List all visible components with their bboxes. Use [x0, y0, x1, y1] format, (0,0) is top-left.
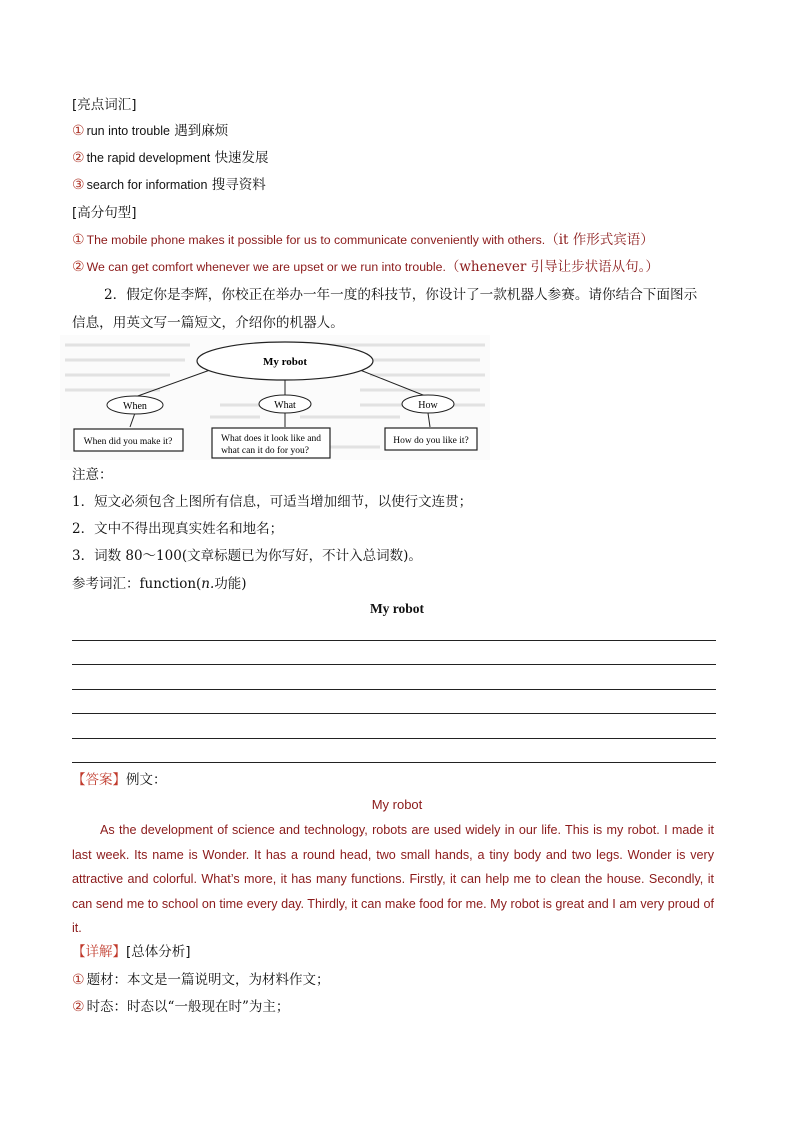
reference-vocab	[72, 575, 247, 593]
task-line-1: 2．假定你是李辉，你校正在举办一年一度的科技节，你设计了一款机器人参赛。请你结合下面图示	[104, 287, 698, 303]
notes-heading: 注意：	[72, 467, 113, 483]
detail-text: 时态：时态以“一般现在时”为主；	[86, 999, 290, 1015]
reference-prefix: 参考词汇：function(	[72, 576, 202, 592]
detail-item	[72, 971, 330, 989]
vocab-zh: 搜寻资料	[211, 177, 266, 193]
detail-header	[72, 943, 191, 961]
writing-line	[72, 689, 716, 690]
circled-1-icon: ①	[72, 232, 85, 248]
box-what-label-1: What does it look like and	[221, 434, 321, 444]
detail-suffix: [总体分析]	[126, 944, 191, 960]
task-line-2: 信息，用英文写一篇短文，介绍你的机器人。	[72, 315, 344, 331]
sentences-heading: [高分句型]	[72, 205, 137, 221]
note-item: 2．文中不得出现真实姓名和地名；	[72, 521, 284, 537]
circled-1-icon: ①	[72, 123, 85, 139]
sentence-text: We can get comfort whenever we are upset or we run into trouble.	[86, 260, 446, 274]
answer-body: As the development of science and technology, robots are used widely in our life. This is my robot. I made it last week. Its name is Wonder. It has a round head, two small hands, a tiny body and two legs. Wonder is very attractive and colorful. What’s more, it has many functions. Firstly, it can help me to clean the house. Secondly, it can send me to school on time every day. Thirdly, it can make food for me. My robot is great and I am very proud of it.	[72, 823, 714, 935]
sentence-text: The mobile phone makes it possible for us to communicate conveniently with others.	[86, 233, 546, 247]
sentence-note: （whenever 引导让步状语从句。）	[445, 259, 659, 275]
vocab-zh: 遇到麻烦	[174, 123, 229, 139]
node-what-label: What	[274, 400, 296, 411]
vocab-en: the rapid development	[86, 151, 211, 165]
node-how-label: How	[418, 400, 438, 411]
writing-line	[72, 664, 716, 665]
essay-title: My robot	[369, 601, 425, 616]
writing-line	[72, 713, 716, 714]
reference-suffix: 功能)	[214, 576, 247, 592]
writing-line	[72, 762, 716, 763]
detail-item	[72, 998, 289, 1016]
answer-suffix: 例文：	[126, 772, 167, 788]
vocab-en: run into trouble	[86, 124, 170, 138]
vocab-item	[72, 122, 228, 140]
vocab-item	[72, 176, 266, 194]
sentence-item	[72, 258, 659, 276]
note-item: 3．词数 80～100(文章标题已为你写好，不计入总词数)。	[72, 548, 422, 564]
box-when-label: When did you make it?	[83, 437, 173, 447]
writing-line	[72, 640, 716, 641]
detail-text: 题材：本文是一篇说明文，为材料作文；	[86, 972, 330, 988]
detail-label: 【详解】	[72, 944, 126, 960]
writing-line	[72, 738, 716, 739]
sentence-note: （it 作形式宾语）	[545, 232, 654, 248]
circled-2-icon: ②	[72, 999, 85, 1015]
answer-header	[72, 771, 167, 789]
sentence-item	[72, 231, 654, 249]
answer-label: 【答案】	[72, 772, 126, 788]
center-label: My robot	[262, 356, 308, 368]
vocab-zh: 快速发展	[214, 150, 269, 166]
circled-2-icon: ②	[72, 150, 85, 166]
circled-1-icon: ①	[72, 972, 85, 988]
vocab-heading: [亮点词汇]	[72, 97, 137, 113]
answer-title: My robot	[371, 797, 423, 812]
circled-2-icon: ②	[72, 259, 85, 275]
vocab-en: search for information	[86, 178, 208, 192]
box-what-label-2: what can it do for you?	[221, 446, 309, 456]
reference-pos: n.	[201, 576, 215, 592]
circled-3-icon: ③	[72, 177, 85, 193]
robot-mind-map	[60, 335, 490, 460]
box-how-label: How do you like it?	[393, 436, 469, 446]
vocab-item	[72, 149, 269, 167]
node-when-label: When	[123, 401, 147, 412]
note-item: 1．短文必须包含上图所有信息，可适当增加细节，以使行文连贯；	[72, 494, 473, 510]
